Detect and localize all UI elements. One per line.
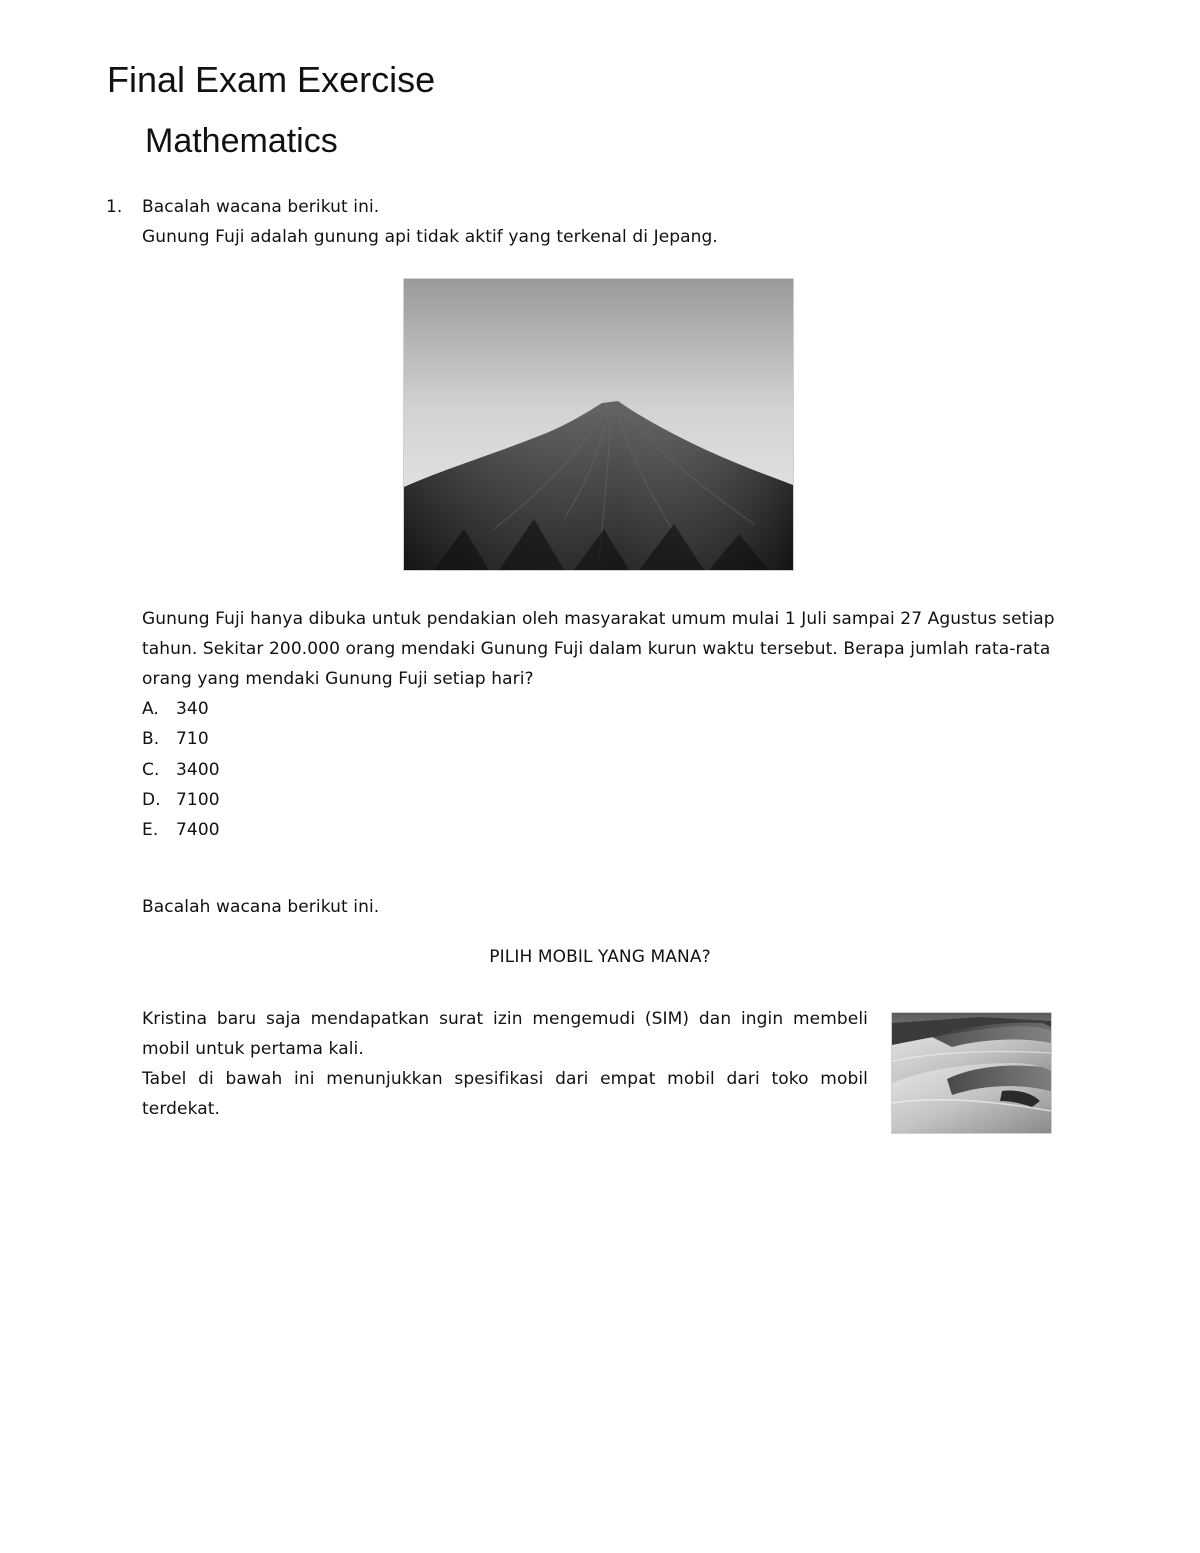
option-value: 340 (176, 699, 209, 719)
passage-paragraph-1: Kristina baru saja mendapatkan surat izin mengemudi (SIM) dan ingin membeli mobil untuk pertama kali. (142, 1009, 868, 1059)
option-letter: D. (142, 789, 161, 810)
passage-heading: PILIH MOBIL YANG MANA? (489, 947, 711, 967)
option-value: 3400 (176, 759, 220, 780)
parked-cars-image (891, 1012, 1052, 1134)
option-letter: C. (142, 759, 160, 780)
question-instruction: Bacalah wacana berikut ini. (142, 197, 380, 217)
option-value: 7100 (176, 789, 220, 810)
option-d[interactable] (142, 785, 220, 815)
passage-text (142, 1004, 868, 1124)
option-letter: E. (142, 820, 159, 841)
question-number: 1. (106, 197, 123, 217)
passage-instruction: Bacalah wacana berikut ini. (142, 897, 380, 917)
question-intro: Gunung Fuji adalah gunung api tidak aktif yang terkenal di Jepang. (142, 227, 718, 247)
option-b[interactable] (142, 724, 220, 754)
option-e[interactable] (142, 815, 220, 845)
subject-title: Mathematics (145, 122, 338, 160)
option-value: 710 (176, 729, 209, 750)
answer-options (142, 694, 220, 845)
option-value: 7400 (176, 820, 220, 841)
option-c[interactable] (142, 755, 220, 785)
exam-title: Final Exam Exercise (107, 59, 436, 100)
option-letter: A. (142, 699, 159, 719)
passage-paragraph-2: Tabel di bawah ini menunjukkan spesifikasi dari empat mobil dari toko mobil terdekat. (142, 1069, 868, 1119)
option-a[interactable] (142, 694, 220, 724)
mount-fuji-image (403, 278, 794, 571)
option-letter: B. (142, 729, 160, 750)
question-paragraph: Gunung Fuji hanya dibuka untuk pendakian oleh masyarakat umum mulai 1 Juli sampai 27 Agustus setiap tahun. Sekitar 200.000 orang mendaki Gunung Fuji dalam kurun waktu tersebut. Berapa jumlah rata-rata orang yang mendaki Gunung Fuji setiap hari? (142, 609, 1055, 689)
